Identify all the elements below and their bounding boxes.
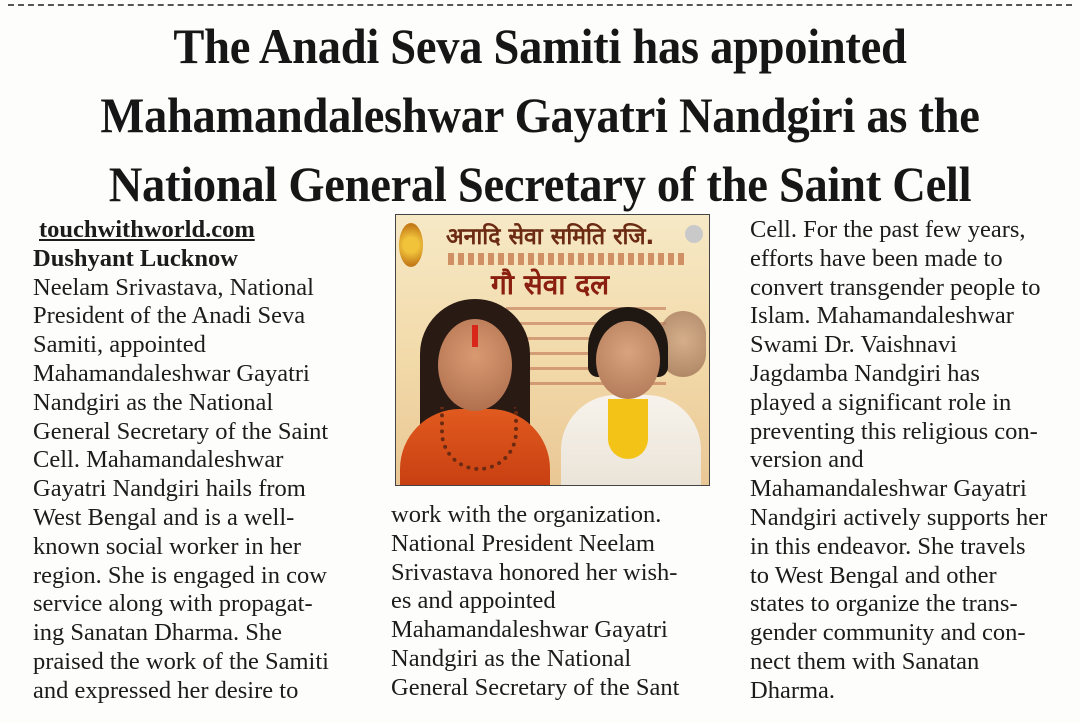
secondary-logo-icon xyxy=(685,225,703,243)
text-line: Srivastava honored her wish- xyxy=(391,558,678,586)
text-line: Neelam Srivastava, National xyxy=(33,273,314,301)
text-line: Gayatri Nandgiri hails from xyxy=(33,475,306,503)
text-line: Dharma. xyxy=(750,676,836,704)
text-line: nect them with Sanatan xyxy=(750,647,980,675)
headline-line-1: The Anadi Seva Samiti has appointed xyxy=(173,18,907,74)
text-line: praised the work of the Samiti xyxy=(33,647,329,675)
text-line: Nandgiri as the National xyxy=(33,388,274,416)
text-line: Jagdamba Nandgiri has xyxy=(750,359,980,387)
text-line: Islam. Mahamandaleshwar xyxy=(750,302,1014,330)
tilak-mark xyxy=(472,325,478,347)
headline xyxy=(38,12,1042,219)
article-column-1 xyxy=(33,216,373,706)
text-line: and expressed her desire to xyxy=(33,676,299,704)
text-line: known social worker in her xyxy=(33,532,302,560)
text-line: region. She is engaged in cow xyxy=(33,561,327,589)
text-line: work with the organization. xyxy=(391,501,662,528)
text-line: West Bengal and is a well- xyxy=(33,503,295,531)
text-line: Cell. Mahamandaleshwar xyxy=(33,446,284,474)
person-white-dress xyxy=(556,307,706,486)
headline-line-2: Mahamandaleshwar Gayatri Nandgiri as the xyxy=(100,87,980,143)
text-line: played a significant role in xyxy=(750,388,1012,416)
text-line: Nandgiri as the National xyxy=(391,644,632,672)
text-line: efforts have been made to xyxy=(750,244,1003,272)
article-column-2 xyxy=(391,501,721,703)
text-line: es and appointed xyxy=(391,587,556,615)
text-line: Mahamandaleshwar Gayatri xyxy=(750,475,1027,503)
headline-line-3: National General Secretary of the Saint Cell xyxy=(108,156,972,212)
samiti-logo-icon xyxy=(399,223,423,267)
text-line: to West Bengal and other xyxy=(750,561,997,589)
text-line: Mahamandaleshwar Gayatri xyxy=(33,359,310,387)
person-saffron-robe xyxy=(400,299,550,486)
text-line: states to organize the trans- xyxy=(750,590,1018,618)
banner-heading: गौ सेवा दल xyxy=(491,268,610,301)
text-line: in this endeavor. She travels xyxy=(750,532,1026,560)
text-line: version and xyxy=(750,446,864,474)
text-line: convert transgender people to xyxy=(750,273,1041,301)
text-line: Samiti, appointed xyxy=(33,331,206,359)
banner-address-strip xyxy=(448,253,688,265)
text-line: National President Neelam xyxy=(391,529,655,557)
source-link[interactable]: touchwithworld.com xyxy=(39,216,255,243)
text-line: preventing this religious con- xyxy=(750,417,1038,445)
byline: Dushyant Lucknow xyxy=(33,244,238,272)
banner-title: अनादि सेवा समिति रजि. xyxy=(446,224,655,250)
text-line: Swami Dr. Vaishnavi xyxy=(750,331,958,359)
top-dashed-rule xyxy=(8,4,1072,6)
text-line: service along with propagat- xyxy=(33,590,313,618)
text-line: ing Sanatan Dharma. She xyxy=(33,619,283,647)
article-column-3 xyxy=(750,216,1075,706)
text-line: General Secretary of the Saint xyxy=(33,417,329,445)
article-photo xyxy=(395,214,710,486)
text-line: General Secretary of the Sant xyxy=(391,673,680,701)
person-collar xyxy=(608,399,648,459)
text-line: gender community and con- xyxy=(750,619,1026,647)
text-line: Mahamandaleshwar Gayatri xyxy=(391,616,668,644)
text-line: Nandgiri actively supports her xyxy=(750,503,1048,531)
text-line: President of the Anadi Seva xyxy=(33,302,306,330)
text-line: Cell. For the past few years, xyxy=(750,216,1026,243)
person-face xyxy=(596,321,660,399)
